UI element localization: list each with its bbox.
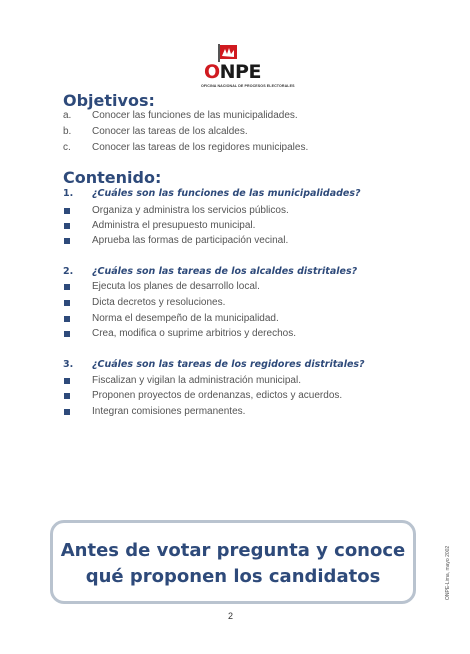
banner-line-1: Antes de votar pregunta y conoce <box>60 540 406 561</box>
list-marker: c. <box>63 142 71 153</box>
bullet-text: Aprueba las formas de participación vecinal. <box>92 235 289 246</box>
list-marker: a. <box>63 110 72 121</box>
bullet-item <box>63 390 410 405</box>
square-bullet-icon <box>64 300 70 306</box>
flag-icon <box>217 43 241 63</box>
list-item <box>63 126 410 141</box>
list-text: Conocer las funciones de las municipalidades. <box>92 110 298 121</box>
list-marker: b. <box>63 126 72 137</box>
square-bullet-icon <box>64 284 70 290</box>
question-row <box>63 266 410 281</box>
logo-tagline: OFICINA NACIONAL DE PROCESOS ELECTORALES <box>201 84 295 88</box>
question-row <box>63 188 410 203</box>
square-bullet-icon <box>64 208 70 214</box>
banner-line-2: qué proponen los candidatos <box>85 566 381 587</box>
bullet-text: Integran comisiones permanentes. <box>92 406 246 417</box>
question-row <box>63 359 410 374</box>
bullet-item <box>63 281 410 296</box>
bullet-item <box>63 328 410 343</box>
list-text: Conocer las tareas de los regidores municipales. <box>92 142 309 153</box>
list-item <box>63 110 410 125</box>
list-item <box>63 142 410 157</box>
question-text: ¿Cuáles son las tareas de los regidores distritales? <box>92 359 365 370</box>
objetivos-heading: Objetivos: <box>63 91 155 110</box>
bullet-item <box>63 406 410 421</box>
question-number: 3. <box>63 359 74 370</box>
bullet-text: Proponen proyectos de ordenanzas, edictos y acuerdos. <box>92 390 343 401</box>
bullet-item <box>63 235 410 250</box>
square-bullet-icon <box>64 331 70 337</box>
bullet-text: Fiscalizan y vigilan la administración municipal. <box>92 375 301 386</box>
bullet-item <box>63 375 410 390</box>
question-text: ¿Cuáles son las funciones de las municipalidades? <box>92 188 361 199</box>
bullet-item <box>63 205 410 220</box>
bullet-item <box>63 313 410 328</box>
contenido-heading: Contenido: <box>63 168 162 187</box>
square-bullet-icon <box>64 238 70 244</box>
question-number: 2. <box>63 266 74 277</box>
bullet-text: Dicta decretos y resoluciones. <box>92 297 226 308</box>
bullet-text: Crea, modifica o suprime arbitrios y derechos. <box>92 328 296 339</box>
bullet-item <box>63 297 410 312</box>
page-number: 2 <box>228 611 234 621</box>
square-bullet-icon <box>64 393 70 399</box>
logo-wordmark: ONPE <box>204 61 261 83</box>
question-number: 1. <box>63 188 74 199</box>
question-text: ¿Cuáles son las tareas de los alcaldes distritales? <box>92 266 358 277</box>
onpe-logo <box>199 43 295 93</box>
square-bullet-icon <box>64 409 70 415</box>
call-to-action-banner <box>50 520 416 604</box>
bullet-item <box>63 220 410 235</box>
square-bullet-icon <box>64 316 70 322</box>
bullet-text: Ejecuta los planes de desarrollo local. <box>92 281 260 292</box>
bullet-text: Norma el desempeño de la municipalidad. <box>92 313 279 324</box>
list-text: Conocer las tareas de los alcaldes. <box>92 126 248 137</box>
square-bullet-icon <box>64 223 70 229</box>
bullet-text: Administra el presupuesto municipal. <box>92 220 256 231</box>
bullet-text: Organiza y administra los servicios públicos. <box>92 205 289 216</box>
square-bullet-icon <box>64 378 70 384</box>
side-note: ONPE-Lima, mayo 2002 <box>445 545 451 600</box>
